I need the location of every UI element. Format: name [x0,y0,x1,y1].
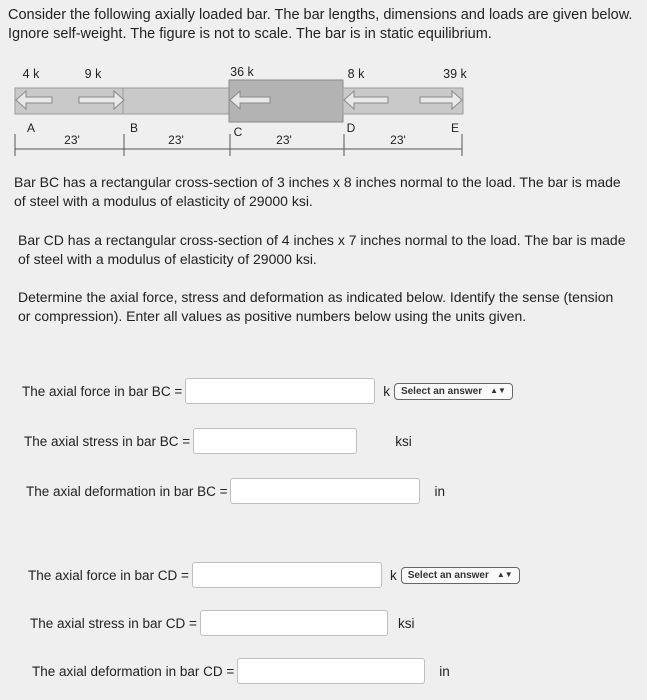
point-label-c: C [233,125,243,139]
paragraph-bar-bc: Bar BC has a rectangular cross-section of 3 inches x 8 inches normal to the load. The bar is made of steel with a modulus of elasticity of 29000 ksi. [14,174,621,209]
select-sense-bc[interactable] [394,383,513,400]
input-stress-bc[interactable] [193,428,357,454]
row-force-cd [28,562,520,588]
unit-deform-bc: in [434,483,445,499]
point-label-a: A [26,121,36,135]
input-force-bc[interactable] [185,378,375,404]
length-label-bc: 23' [168,133,184,147]
label-stress-cd: The axial stress in bar CD = [30,615,197,631]
row-deform-cd [32,658,450,684]
problem-intro: Consider the following axially loaded bar. The bar lengths, dimensions and loads are given below. Ignore self-weight. The figure is not to scale. The bar is in static equilibrium. [8,7,633,42]
label-deform-cd: The axial deformation in bar CD = [32,663,235,679]
load-label-39k: 39 k [443,67,467,81]
bar-segment-bc [123,88,229,114]
point-label-b: B [129,121,139,135]
paragraph-determine: Determine the axial force, stress and deformation as indicated below. Identify the sense (tension or compression). Enter all values as positive numbers below using the units given. [18,289,614,324]
unit-force-bc: k [383,383,390,399]
unit-deform-cd: in [439,663,450,679]
select-sense-cd-label: Select an answer [407,569,489,581]
load-label-9k: 9 k [84,67,102,81]
input-deform-bc[interactable] [230,478,420,504]
unit-stress-cd: ksi [397,615,415,631]
select-sense-bc-label: Select an answer [400,385,483,397]
select-sense-cd[interactable] [401,567,520,584]
chevron-updown-icon: ▲▼ [496,570,513,579]
unit-force-cd: k [389,567,397,583]
label-stress-bc: The axial stress in bar BC = [24,433,191,449]
load-label-8k: 8 k [347,67,365,81]
input-stress-cd[interactable] [200,610,388,636]
input-deform-cd[interactable] [237,658,425,684]
point-label-e: E [450,121,460,135]
length-label-de: 23' [390,133,406,147]
length-label-ab: 23' [64,133,80,147]
point-label-d: D [346,121,356,135]
input-force-cd[interactable] [192,562,382,588]
label-force-cd: The axial force in bar CD = [28,567,189,583]
length-label-cd: 23' [276,133,292,147]
axially-loaded-bar-diagram [0,60,480,162]
row-stress-cd [30,610,414,636]
paragraph-bar-cd: Bar CD has a rectangular cross-section of 4 inches x 7 inches normal to the load. The bar is made of steel with a modulus of elasticity of 29000 ksi. [18,232,626,267]
load-label-4k: 4 k [22,67,40,81]
label-force-bc: The axial force in bar BC = [22,383,183,399]
chevron-updown-icon: ▲▼ [490,386,506,395]
row-force-bc [22,378,513,404]
unit-stress-bc: ksi [395,433,412,449]
label-deform-bc: The axial deformation in bar BC = [26,483,228,499]
row-deform-bc [26,478,445,504]
row-stress-bc [24,428,412,454]
load-label-36k: 36 k [230,65,254,79]
